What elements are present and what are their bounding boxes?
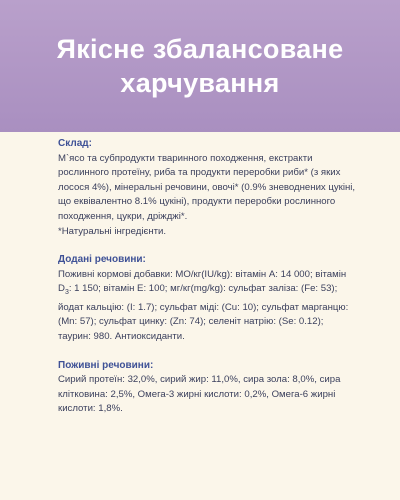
page-title-line-2: харчування xyxy=(120,68,280,98)
content xyxy=(58,137,358,431)
nutrients-section xyxy=(58,359,358,417)
additives-text-part-2: : 1 150; вітамін Е: 100; мг/кг(mg/kg): сульфат заліза: (Fe: 53); йодат кальцію: (I: 1.7); сульфат міді: (Cu: 10); сульфат марганцю: (Mn: 57); сульфат цинку: (Zn: 74); селеніт натрію: (Se: 0.12); таурин: 980. Антиоксиданти. xyxy=(58,283,349,343)
composition-note: *Натуральні інгредієнти. xyxy=(58,225,167,237)
vitamin-d-subscript: 3 xyxy=(64,289,69,297)
page-title xyxy=(57,32,344,100)
nutrients-text: Сирий протеїн: 32,0%, сирий жир: 11,0%, сира зола: 8,0%, сира клітковина: 2,5%, Омега-3 жирні кислоти: 0,2%, Омега-6 жирні кислоти: 1,8%. xyxy=(58,374,341,415)
header-banner xyxy=(0,0,400,132)
additives-text xyxy=(58,268,358,345)
additives-text-part-1: Поживні кормові добавки: МО/кг(IU/kg): вітамін А: 14 000; вітамін D xyxy=(58,268,347,295)
additives-heading: Додані речовини: xyxy=(58,254,146,266)
composition-text: М`ясо та субпродукти тваринного походження, екстракти рослинного протеїну, риба та продукти переробки риби* (з яких лосося 4%), мінеральні речовини, овочі* (0.9% зневоднених цукіні, що еквівалентно 8.1% цукіні), продукти переробки рослинного походження, цукри, дріжджі*. xyxy=(58,152,356,222)
composition-heading: Склад: xyxy=(58,138,92,149)
nutrients-heading: Поживні речовини: xyxy=(58,359,154,371)
composition-section xyxy=(58,137,358,239)
page-title-line-1: Якісне збалансоване xyxy=(56,34,344,64)
additives-section xyxy=(58,253,358,344)
